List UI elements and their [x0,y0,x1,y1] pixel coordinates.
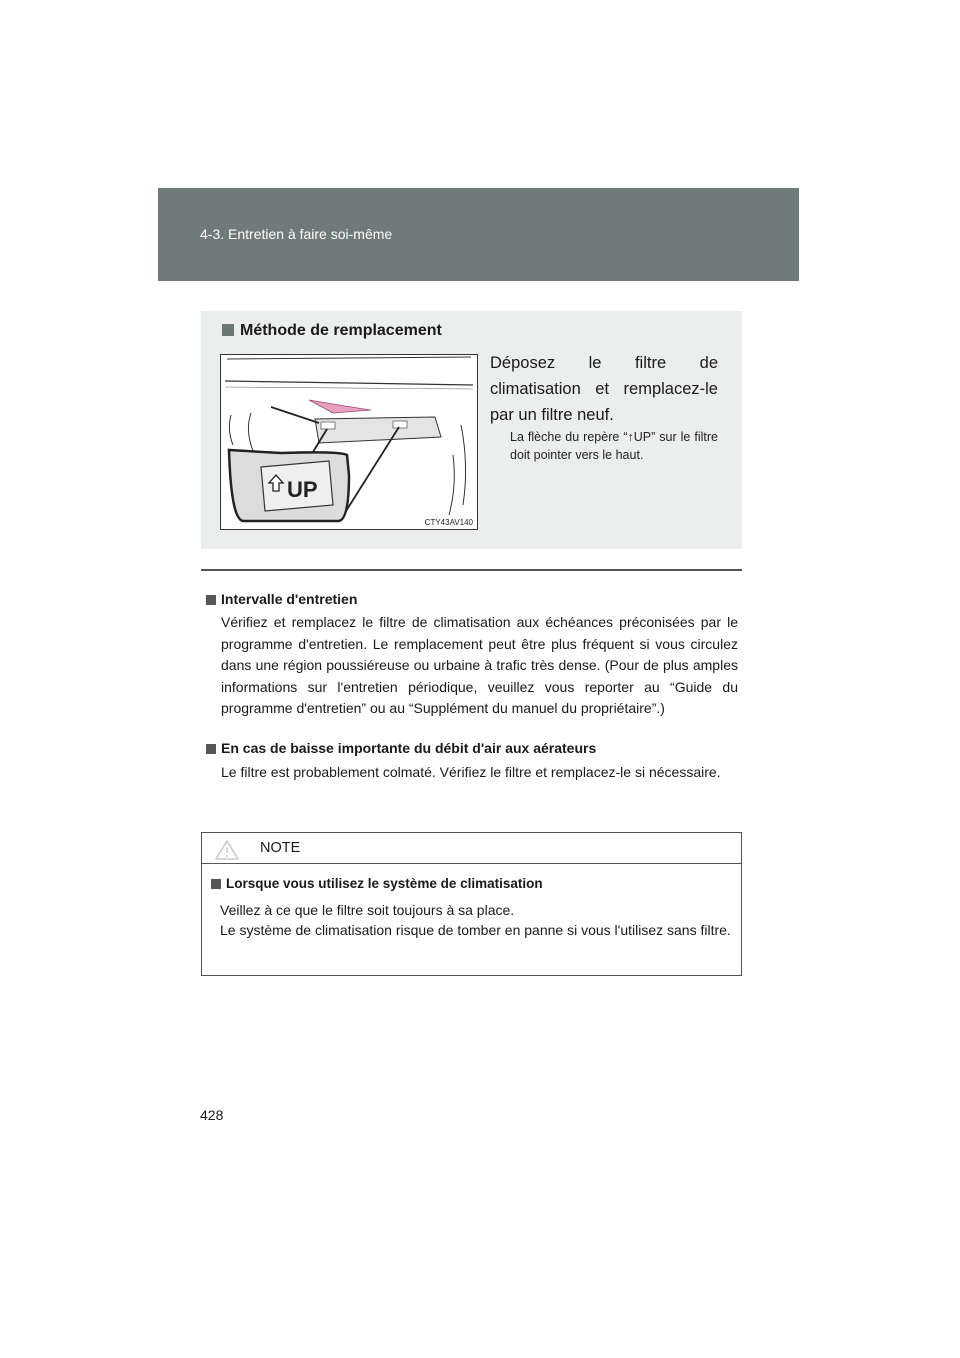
step-note: La flèche du repère “↑UP” sur le filtre doit pointer vers le haut. [510,430,718,462]
square-bullet-icon [222,324,234,336]
square-bullet-icon [211,879,221,889]
heading-text: En cas de baisse importante du débit d'air aux aérateurs [221,740,597,756]
square-bullet-icon [206,744,216,754]
filter-illustration [220,354,478,530]
airflow-drop-heading [206,740,596,756]
heading-text: Intervalle d'entretien [221,591,358,607]
warning-icon [214,839,240,861]
note-label: NOTE [260,840,301,856]
method-heading [222,322,442,340]
square-bullet-icon [206,595,216,605]
illustration-code: CTY43AV140 [424,518,473,527]
note-header [202,833,741,864]
note-heading [211,876,543,891]
airflow-drop-text: Le filtre est probablement colmaté. Vérifiez le filtre et remplacez-le si nécessaire. [221,764,721,780]
step-instruction: Déposez le filtre de climatisation et remplacez-le par un filtre neuf. [490,354,718,424]
maintenance-interval-heading [206,591,357,607]
section-divider [201,569,742,571]
section-title: 4-3. Entretien à faire soi-même [200,226,393,242]
page-number: 428 [200,1107,224,1123]
method-heading-text: Méthode de remplacement [240,322,442,339]
filter-drawing [221,355,477,529]
maintenance-interval-text: Vérifiez et remplacez le filtre de climatisation aux échéances préconisées par le programme d'entretien. Le remplacement peut être plus fréquent si vous circulez dans une région poussiéreuse ou urbaine à trafic très dense. (Pour de plus amples informations sur l'entretien périodique, veuillez vous reporter au “Guide du programme d'entretien” ou au “Supplément du manuel du propriétaire”.) [221,614,738,716]
up-label: UP [287,477,318,502]
heading-text: Lorsque vous utilisez le système de climatisation [226,876,543,891]
note-text: Veillez à ce que le filtre soit toujours à sa place. Le système de climatisation risque de tomber en panne si vous l'utilisez sans filtre. [220,902,731,938]
